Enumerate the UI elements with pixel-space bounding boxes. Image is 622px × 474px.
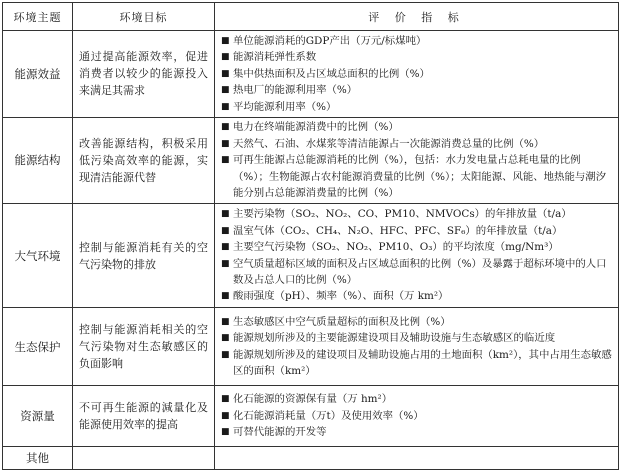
indicator-item (221, 223, 614, 239)
indicator-list (215, 33, 618, 115)
indicator-text: 热电厂的能源利用率（%） (233, 84, 358, 97)
table-row (3, 308, 619, 386)
indicator-item (221, 239, 614, 255)
square-bullet-icon: ■ (221, 333, 230, 344)
goal-cell: 不可再生能源的減量化及能源使用效率的提高 (73, 386, 215, 447)
header-indicators: 评 价 指 标 (215, 3, 619, 31)
square-bullet-icon: ■ (221, 258, 230, 269)
theme-cell: 大气环境 (3, 203, 73, 307)
square-bullet-icon: ■ (221, 122, 230, 133)
square-bullet-icon: ■ (221, 427, 230, 438)
square-bullet-icon: ■ (221, 209, 230, 220)
goal-cell: 改善能源结构，积极采用低污染高效率的能源，实现清洁能源代替 (73, 117, 215, 203)
square-bullet-icon: ■ (221, 85, 230, 96)
square-bullet-icon: ■ (221, 52, 230, 63)
indicators-cell (215, 386, 619, 447)
indicators-cell (215, 31, 619, 118)
indicator-text: 主要空气污染物（SO₂、NO₂、PM10、O₃）的平均浓度（mg/Nm³） (233, 241, 559, 254)
square-bullet-icon: ■ (221, 316, 230, 327)
goal-cell (73, 446, 215, 469)
indicator-text: 平均能源利用率（%） (233, 100, 337, 113)
indicator-text: 空气质量超标区域的面积及占区域总面积的比例（%）及暴露于超标环境中的人口数及占总人口的比例（%） (233, 257, 607, 286)
table-row (3, 117, 619, 203)
square-bullet-icon: ■ (221, 35, 230, 46)
indicator-item (221, 391, 614, 407)
indicator-text: 能源规划所涉及的主要能源建设项目及辅助设施与生态敏感区的临近度 (233, 332, 556, 345)
indicators-cell (215, 117, 619, 203)
table-row (3, 31, 619, 118)
goal-cell: 通过提高能源效率，促进消费者以较少的能源投入来满足其需求 (73, 31, 215, 118)
indicator-item (221, 49, 614, 65)
indicator-item (221, 152, 614, 201)
indicators-cell (215, 203, 619, 307)
indicator-list (215, 391, 618, 440)
indicator-text: 主要污染物（SO₂、NO₂、CO、PM10、NMVOCs）的年排放量（t/a） (233, 208, 572, 221)
indicator-list (215, 206, 618, 304)
indicator-text: 生态敏感区中空气质量超标的面积及比例（%） (233, 315, 451, 328)
indicator-item (221, 408, 614, 424)
indicator-item (221, 119, 614, 135)
indicator-item (221, 82, 614, 98)
square-bullet-icon: ■ (221, 225, 230, 236)
indicator-item (221, 330, 614, 346)
table-body (3, 31, 619, 470)
table-row (3, 446, 619, 469)
square-bullet-icon: ■ (221, 68, 230, 79)
indicator-list (215, 119, 618, 201)
indicator-text: 单位能源消耗的GDP产出（万元/标煤吨） (233, 34, 427, 47)
theme-cell: 能源效益 (3, 31, 73, 118)
indicator-item (221, 99, 614, 115)
theme-cell: 生态保护 (3, 308, 73, 386)
theme-cell: 资源量 (3, 386, 73, 447)
indicators-cell (215, 446, 619, 469)
indicator-list (215, 314, 618, 380)
table-row (3, 203, 619, 307)
goal-cell: 控制与能源消耗相关的空气污染物对生态敏感区的负面影响 (73, 308, 215, 386)
indicator-text: 能源规划所涉及的建设项目及辅助设施占用的土地面积（km²），其中占用生态敏感区的面积（km²） (233, 348, 612, 377)
theme-cell: 能源结构 (3, 117, 73, 203)
indicator-item (221, 314, 614, 330)
indicator-text: 能源消耗弹性系数 (233, 51, 317, 64)
indicator-item (221, 136, 614, 152)
square-bullet-icon: ■ (221, 155, 230, 166)
indicator-text: 可再生能源占总能源消耗的比例（%），包括：水力发电量占总耗电量的比例（%）；生物能源占农村能源消费量的比例（%）；太阳能源、风能、地热能与潮汐能分别占总能源消费量的比例（%） (233, 154, 607, 200)
indicator-item (221, 33, 614, 49)
square-bullet-icon: ■ (221, 242, 230, 253)
indicator-item (221, 347, 614, 380)
indicator-text: 化石能源的资源保有量（万 hm²） (233, 393, 393, 406)
header-goal: 环境目标 (73, 3, 215, 31)
indicator-text: 温室气体（CO₂、CH₄、N₂O、HFC、PFC、SF₆）的年排放量（t/a） (233, 224, 563, 237)
indicator-text: 可替代能源的开发等 (233, 426, 327, 439)
indicator-text: 集中供热面积及占区域总面积的比例（%） (233, 67, 430, 80)
square-bullet-icon: ■ (221, 349, 230, 360)
goal-cell: 控制与能源消耗有关的空气污染物的排放 (73, 203, 215, 307)
indicator-text: 酸雨强度（pH）、频率（%）、面积（万 km²） (233, 290, 449, 303)
indicator-item (221, 66, 614, 82)
header-theme: 环境主题 (3, 3, 73, 31)
header-row (3, 3, 619, 31)
indicators-cell (215, 308, 619, 386)
indicator-text: 化石能源消耗量（万t）及使用效率（%） (233, 409, 424, 422)
indicator-item (221, 256, 614, 289)
indicator-item (221, 206, 614, 222)
table-row (3, 386, 619, 447)
theme-cell: 其他 (3, 446, 73, 469)
square-bullet-icon: ■ (221, 394, 230, 405)
indicator-item (221, 424, 614, 440)
square-bullet-icon: ■ (221, 138, 230, 149)
square-bullet-icon: ■ (221, 410, 230, 421)
square-bullet-icon: ■ (221, 101, 230, 112)
evaluation-table (2, 2, 619, 470)
indicator-text: 电力在终端能源消费中的比例（%） (233, 121, 399, 134)
indicator-item (221, 288, 614, 304)
square-bullet-icon: ■ (221, 291, 230, 302)
indicator-text: 天然气、石油、水煤浆等清洁能源占一次能源消费总量的比例（%） (233, 137, 545, 150)
